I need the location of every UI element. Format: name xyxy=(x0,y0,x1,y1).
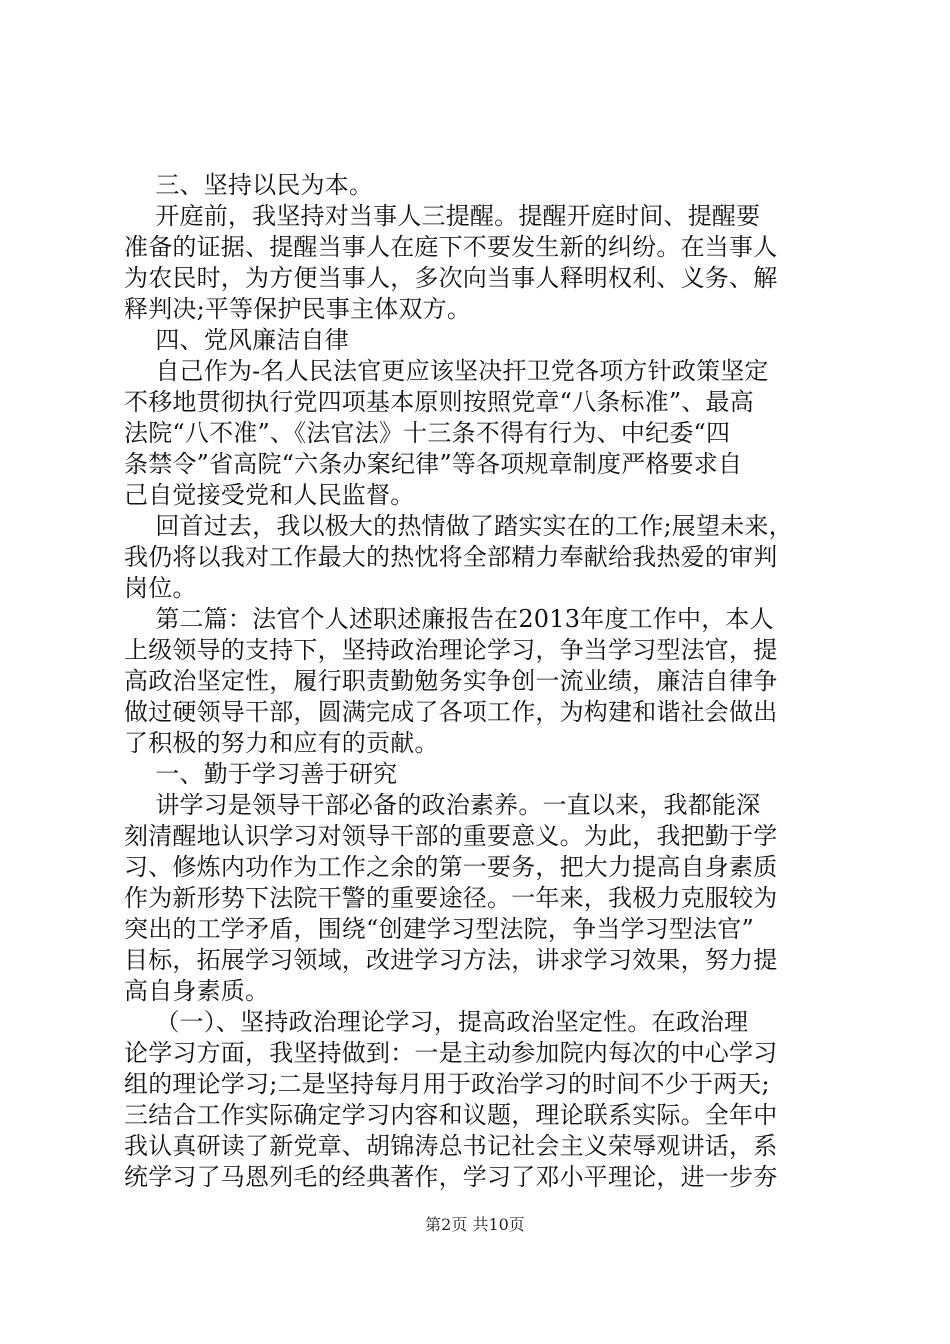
body-text-line: 不移地贯彻执行党四项基本原则按照党章“八条标准”、最高 xyxy=(124,388,754,416)
body-text-line: 作为新形势下法院干警的重要途径。一年来，我极力克服较为 xyxy=(124,884,778,912)
body-text-line: 我认真研读了新党章、胡锦涛总书记社会主义荣辱观讲话，系 xyxy=(124,1132,778,1160)
body-text-line: 做过硬领导干部，圆满完成了各项工作，为构建和谐社会做出 xyxy=(124,698,778,726)
body-text-line: 组的理论学习;二是坚持每月用于政治学习的时间不少于两天; xyxy=(124,1070,770,1098)
body-text-line: 三结合工作实际确定学习内容和议题，理论联系实际。全年中 xyxy=(124,1101,778,1129)
body-text-line: 了积极的努力和应有的贡献。 xyxy=(124,729,439,757)
body-text-line: 论学习方面，我坚持做到：一是主动参加院内每次的中心学习 xyxy=(124,1039,778,1067)
body-text-line: 开庭前，我坚持对当事人三提醒。提醒开庭时间、提醒要 xyxy=(124,202,761,230)
body-text-line: 一、勤于学习善于研究 xyxy=(124,760,398,788)
body-text-line: 习、修炼内功作为工作之余的第一要务，把大力提高自身素质 xyxy=(124,853,778,881)
body-text-line: 为农民时，为方便当事人，多次向当事人释明权利、义务、解 xyxy=(124,264,778,292)
body-text-line: 己自觉接受党和人民监督。 xyxy=(124,481,415,509)
body-text-line: 我仍将以我对工作最大的热忱将全部精力奉献给我热爱的审判 xyxy=(124,543,778,571)
body-text-line: 四、党风廉洁自律 xyxy=(124,326,349,354)
body-text-line: 条禁令”省高院“六条办案纪律”等各项规章制度严格要求自 xyxy=(124,450,743,478)
body-text-line: 三、坚持以民为本。 xyxy=(124,171,374,199)
body-text-line: 目标，拓展学习领域，改进学习方法，讲求学习效果，努力提 xyxy=(124,946,778,974)
body-text-line: 统学习了马恩列毛的经典著作，学习了邓小平理论，进一步夯 xyxy=(124,1163,778,1191)
body-text-line: （一）、坚持政治理论学习，提高政治坚定性。在政治理 xyxy=(124,1008,749,1036)
body-text-line: 自己作为-名人民法官更应该坚决扞卫党各项方针政策坚定 xyxy=(124,357,769,385)
body-text-line: 突出的工学矛盾，围绕“创建学习型法院，争当学习型法官” xyxy=(124,915,754,943)
body-text-line: 讲学习是领导干部必备的政治素养。一直以来，我都能深 xyxy=(124,791,761,819)
body-text-line: 高政治坚定性，履行职责勤勉务实争创一流业绩，廉洁自律争 xyxy=(124,667,778,695)
body-text-line: 上级领导的支持下，坚持政治理论学习，争当学习型法官，提 xyxy=(124,636,778,664)
document-body xyxy=(124,170,832,1193)
body-text-line: 释判决;平等保护民事主体双方。 xyxy=(124,295,472,323)
body-text-line: 高自身素质。 xyxy=(124,977,270,1005)
body-text-line: 岗位。 xyxy=(124,574,197,602)
body-text-line: 刻清醒地认识学习对领导干部的重要意义。为此，我把勤于学 xyxy=(124,822,778,850)
body-text-line: 第二篇：法官个人述职述廉报告在2013年度工作中，本人 xyxy=(124,605,774,633)
body-text-line: 准备的证据、提醒当事人在庭下不要发生新的纠纷。在当事人 xyxy=(124,233,778,261)
body-text-line: 法院“八不准”、《法官法》十三条不得有行为、中纪委“四 xyxy=(124,419,731,447)
body-text-line: 回首过去，我以极大的热情做了踏实实在的工作;展望未来， xyxy=(124,512,793,540)
page-footer: 第2页 共10页 xyxy=(425,1215,525,1234)
